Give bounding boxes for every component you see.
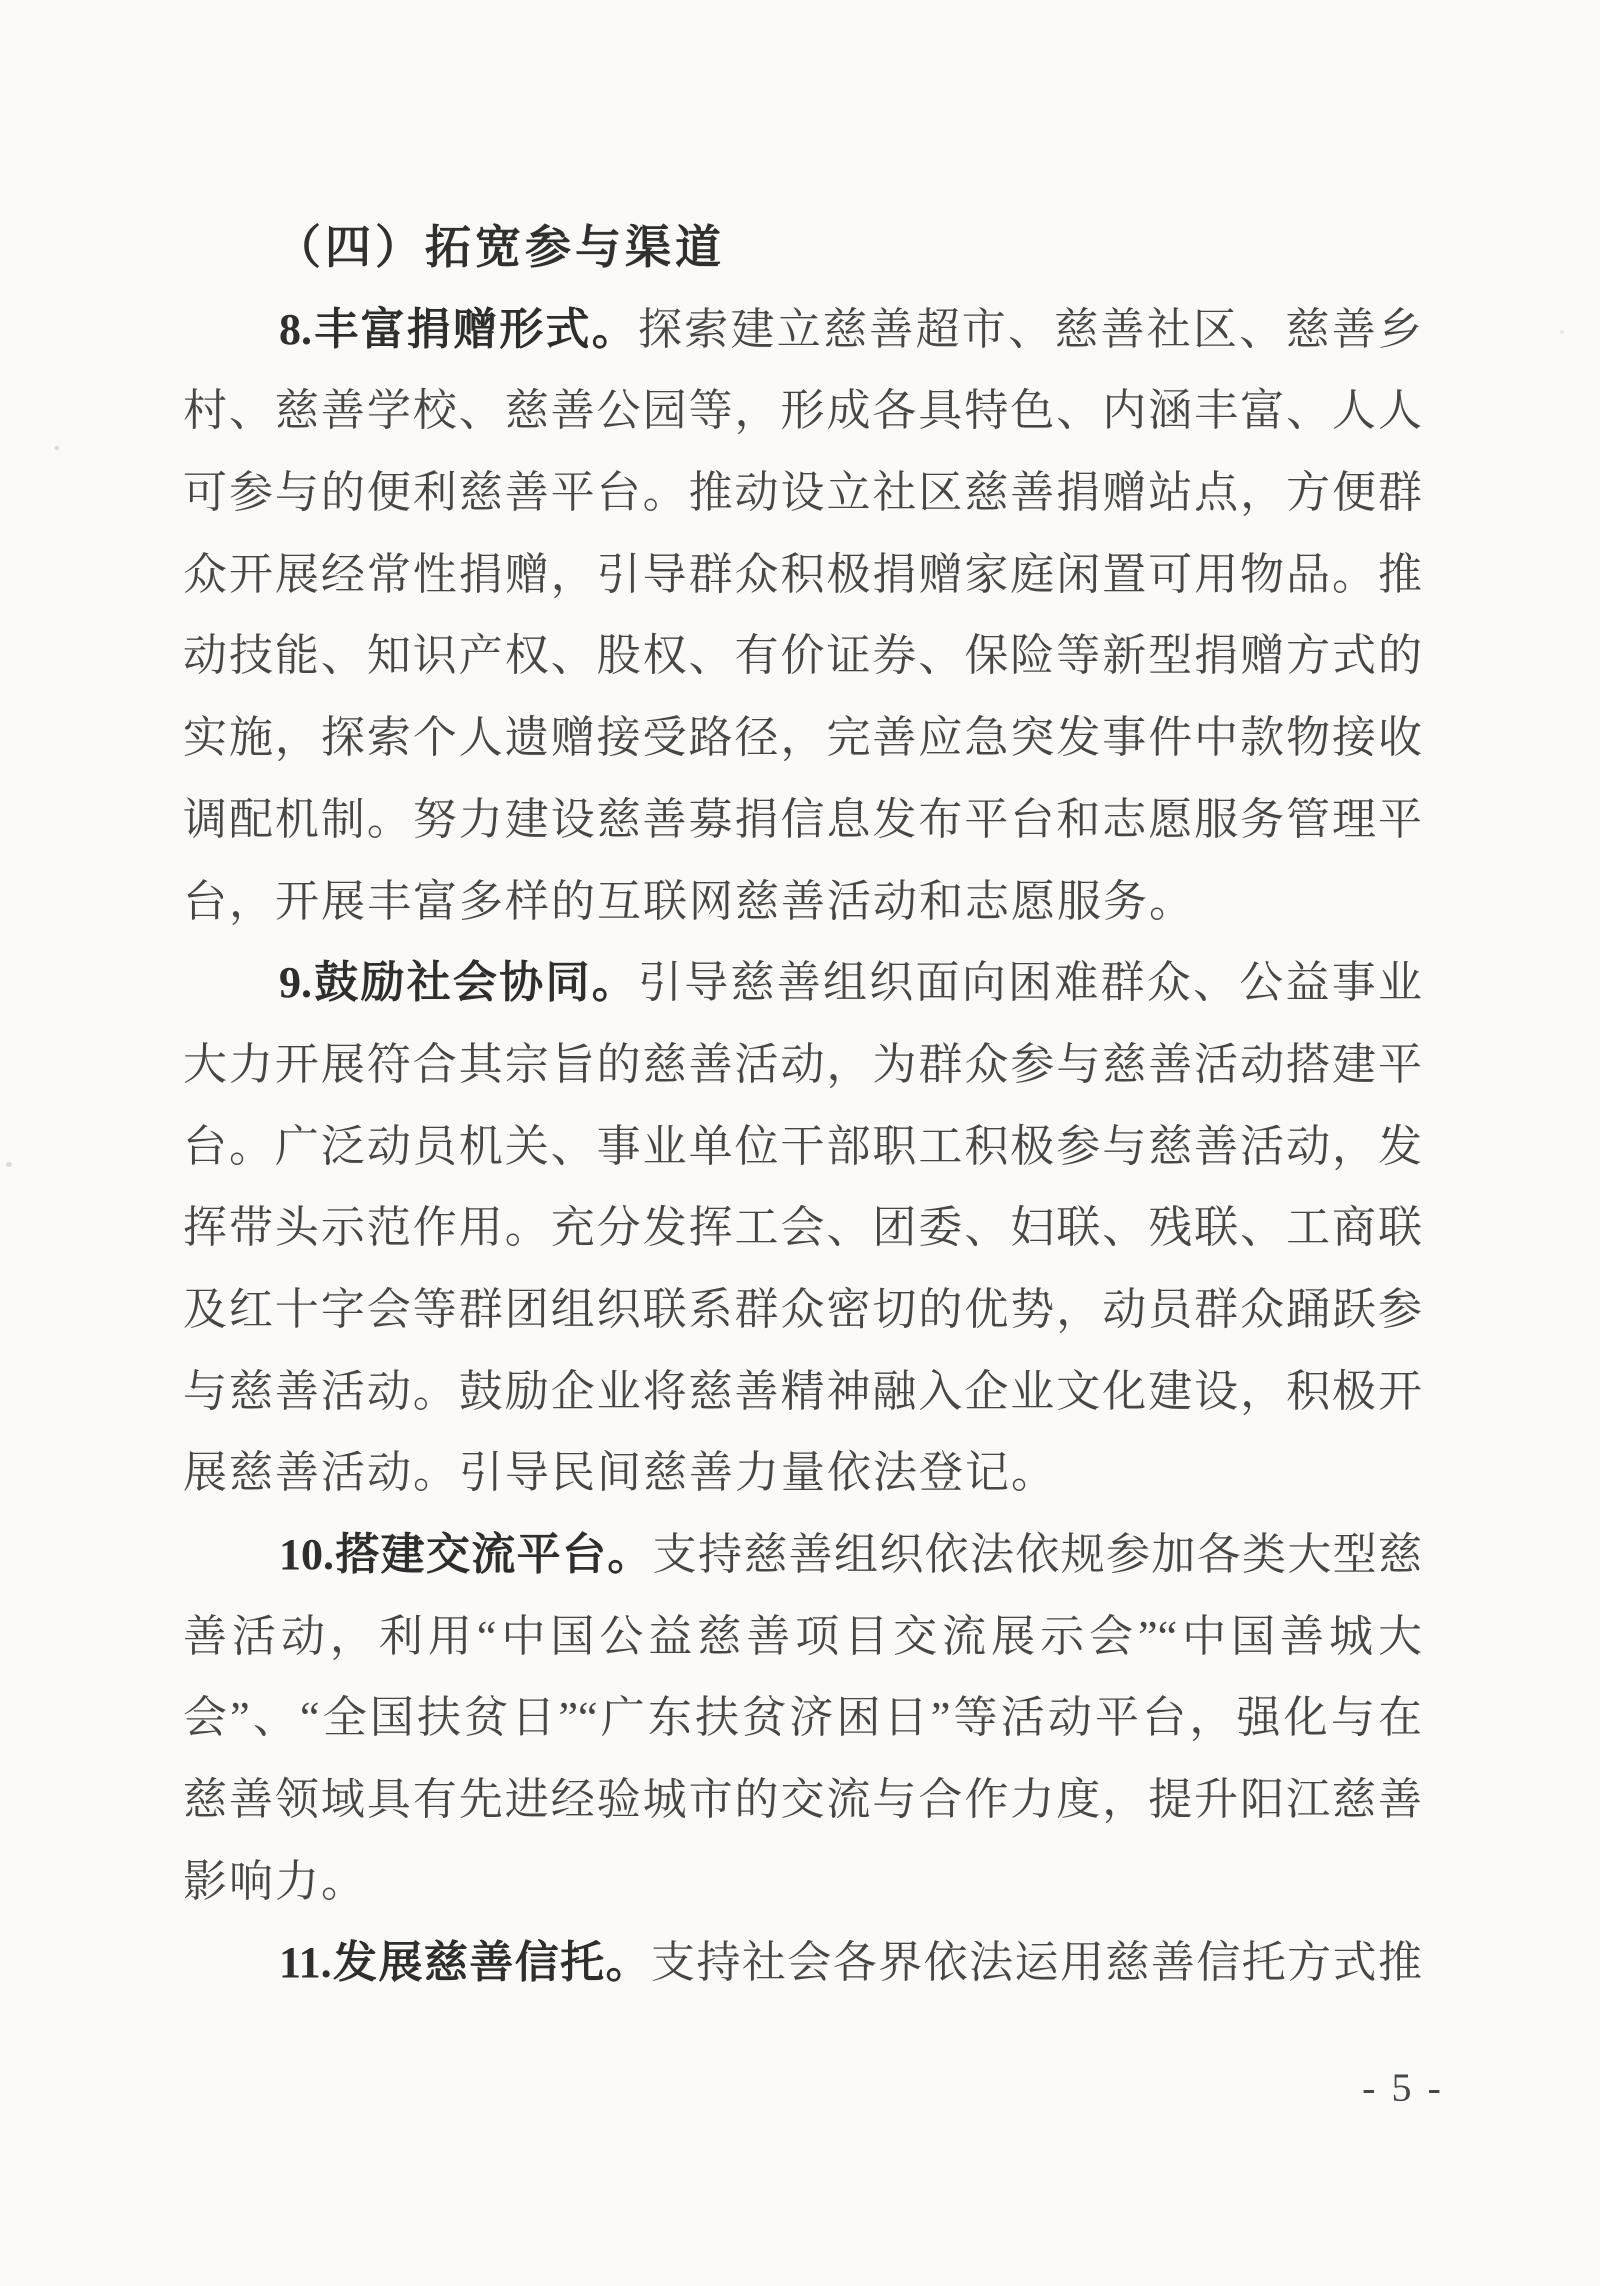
line-text: 支持慈善组织依法依规参加各类大型慈 (652, 1530, 1423, 1579)
line-text: 善活动，利用“中国公益慈善项目交流展示会”“中国善城大 (183, 1611, 1422, 1661)
line-text: 展慈善活动。引导民间慈善力量依法登记。 (183, 1448, 1057, 1498)
text-line (183, 1596, 1422, 1678)
text-line (183, 615, 1422, 697)
line-text: 及红十字会等群团组织联系群众密切的优势，动员群众踊跃参 (183, 1284, 1422, 1334)
text-line (183, 779, 1422, 861)
text-line (183, 1432, 1422, 1514)
line-text: 实施，探索个人遗赠接受路径，完善应急突发事件中款物接收 (183, 713, 1422, 763)
text-line (183, 1922, 1422, 2004)
line-text: 村、慈善学校、慈善公园等，形成各具特色、内涵丰富、人人 (183, 386, 1422, 436)
line-text: 台。广泛动员机关、事业单位干部职工积极参与慈善活动，发 (183, 1121, 1422, 1171)
text-line (183, 1024, 1422, 1106)
line-text: （四）拓宽参与渠道 (275, 222, 725, 273)
text-line (183, 697, 1422, 779)
paragraph-lead: 8.丰富捐赠形式。 (279, 304, 638, 354)
line-text: 慈善领域具有先进经验城市的交流与合作力度，提升阳江慈善 (183, 1775, 1422, 1825)
line-text: 引导慈善组织面向困难群众、公益事业 (638, 958, 1422, 1008)
scan-artifact (54, 446, 59, 450)
document-body (183, 207, 1422, 2004)
text-line (183, 370, 1422, 452)
scan-artifact (1560, 330, 1564, 334)
text-line (183, 1187, 1422, 1269)
text-line (183, 1351, 1422, 1433)
line-text: 调配机制。努力建设慈善募捐信息发布平台和志愿服务管理平 (183, 794, 1422, 844)
text-line (183, 1759, 1422, 1841)
line-text: 可参与的便利慈善平台。推动设立社区慈善捐赠站点，方便群 (183, 468, 1422, 518)
text-line (183, 452, 1422, 534)
line-text: 会”、“全国扶贫日”“广东扶贫济困日”等活动平台，强化与在 (183, 1693, 1422, 1743)
line-text: 动技能、知识产权、股权、有价证券、保险等新型捐赠方式的 (183, 631, 1422, 681)
text-line (183, 289, 1422, 371)
line-text: 众开展经常性捐赠，引导群众积极捐赠家庭闲置可用物品。推 (183, 549, 1422, 599)
text-line (183, 1269, 1422, 1351)
scan-artifact (6, 1162, 12, 1167)
text-line (183, 1841, 1422, 1923)
text-line (183, 534, 1422, 616)
text-line (183, 942, 1422, 1024)
line-text: 探索建立慈善超市、慈善社区、慈善乡 (638, 304, 1422, 354)
line-text: 大力开展符合其宗旨的慈善活动，为群众参与慈善活动搭建平 (183, 1039, 1422, 1089)
paragraph-lead: 11.发展慈善信托。 (279, 1938, 652, 1988)
line-text: 支持社会各界依法运用慈善信托方式推 (651, 1938, 1422, 1988)
page-number: - 5 - (1362, 2065, 1444, 2110)
line-text: 台，开展丰富多样的互联网慈善活动和志愿服务。 (183, 876, 1195, 926)
line-text: 与慈善活动。鼓励企业将慈善精神融入企业文化建设，积极开 (183, 1366, 1422, 1416)
text-line (183, 1677, 1422, 1759)
paragraph-lead: 10.搭建交流平台。 (279, 1530, 653, 1579)
line-text: 挥带头示范作用。充分发挥工会、团委、妇联、残联、工商联 (183, 1203, 1422, 1253)
text-line (183, 861, 1422, 943)
line-text: 影响力。 (183, 1856, 367, 1906)
text-line (183, 1514, 1422, 1596)
text-line (183, 1106, 1422, 1188)
paragraph-lead: 9.鼓励社会协同。 (279, 958, 638, 1008)
section-heading (183, 207, 1422, 289)
